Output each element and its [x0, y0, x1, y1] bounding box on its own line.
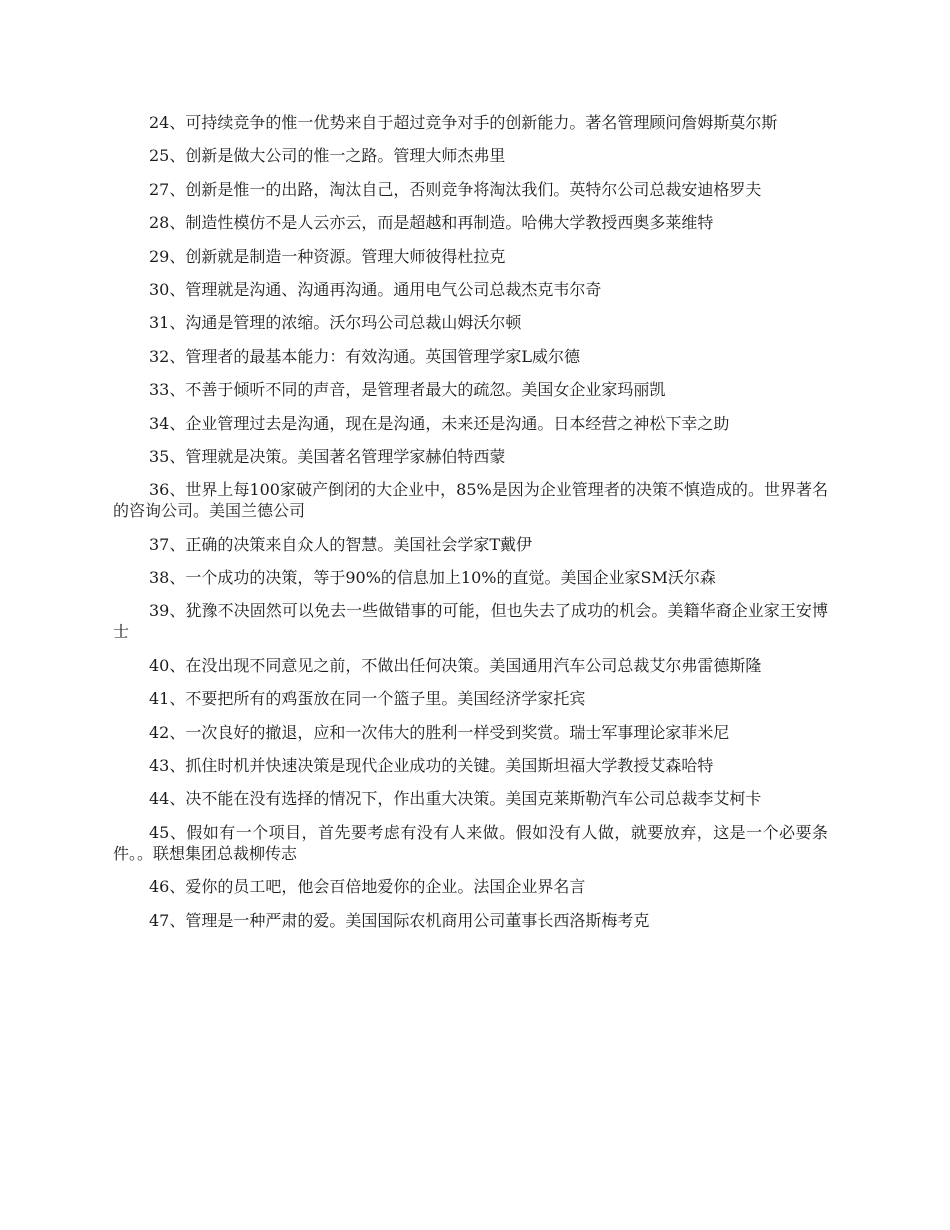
quote-39: 39、犹豫不决固然可以免去一些做错事的可能，但也失去了成功的机会。美籍华裔企业家王安博士 — [113, 601, 828, 642]
document-page — [113, 112, 828, 943]
quote-41: 41、不要把所有的鸡蛋放在同一个篮子里。美国经济学家托宾 — [149, 689, 586, 709]
quote-27: 27、创新是惟一的出路，淘汰自己，否则竞争将淘汰我们。英特尔公司总裁安迪格罗夫 — [149, 179, 762, 199]
quote-29: 29、创新就是制造一种资源。管理大师彼得杜拉克 — [149, 246, 506, 266]
quote-25: 25、创新是做大公司的惟一之路。管理大师杰弗里 — [149, 146, 506, 166]
quote-42: 42、一次良好的撤退，应和一次伟大的胜利一样受到奖赏。瑞士军事理论家菲米尼 — [149, 722, 730, 742]
quote-35: 35、管理就是决策。美国著名管理学家赫伯特西蒙 — [149, 446, 506, 466]
quote-47: 47、管理是一种严肃的爱。美国国际农机商用公司董事长西洛斯梅考克 — [149, 910, 650, 930]
quote-46: 46、爱你的员工吧，他会百倍地爱你的企业。法国企业界名言 — [149, 877, 586, 897]
quote-36: 36、世界上每100家破产倒闭的大企业中，85%是因为企业管理者的决策不慎造成的。世界著名的咨询公司。美国兰德公司 — [113, 480, 828, 521]
quote-43: 43、抓住时机并快速决策是现代企业成功的关键。美国斯坦福大学教授艾森哈特 — [149, 756, 714, 776]
quote-40: 40、在没出现不同意见之前，不做出任何决策。美国通用汽车公司总裁艾尔弗雷德斯隆 — [149, 655, 762, 675]
quote-30: 30、管理就是沟通、沟通再沟通。通用电气公司总裁杰克韦尔奇 — [149, 279, 602, 299]
quote-33: 33、不善于倾听不同的声音，是管理者最大的疏忽。美国女企业家玛丽凯 — [149, 380, 666, 400]
quote-45: 45、假如有一个项目，首先要考虑有没有人来做。假如没有人做，就要放弃，这是一个必要条件。。联想集团总裁柳传志 — [113, 822, 828, 863]
quote-34: 34、企业管理过去是沟通，现在是沟通，未来还是沟通。日本经营之神松下幸之助 — [149, 413, 730, 433]
quote-44: 44、决不能在没有选择的情况下，作出重大决策。美国克莱斯勒汽车公司总裁李艾柯卡 — [149, 789, 762, 809]
quote-32: 32、管理者的最基本能力：有效沟通。英国管理学家L威尔德 — [149, 346, 580, 366]
quote-31: 31、沟通是管理的浓缩。沃尔玛公司总裁山姆沃尔顿 — [149, 313, 522, 333]
quote-24: 24、可持续竞争的惟一优势来自于超过竞争对手的创新能力。著名管理顾问詹姆斯莫尔斯 — [149, 113, 778, 132]
quote-38: 38、一个成功的决策，等于90%的信息加上10%的直觉。美国企业家SM沃尔森 — [149, 568, 716, 588]
quote-37: 37、正确的决策来自众人的智慧。美国社会学家T戴伊 — [149, 534, 533, 554]
quote-28: 28、制造性模仿不是人云亦云，而是超越和再制造。哈佛大学教授西奥多莱维特 — [149, 213, 714, 233]
